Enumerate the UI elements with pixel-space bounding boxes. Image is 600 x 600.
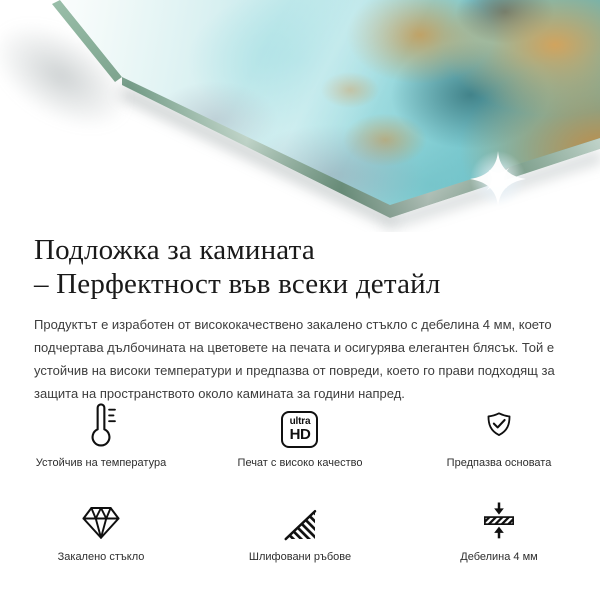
thickness-4mm-icon	[479, 498, 519, 542]
feature-print-quality	[238, 402, 363, 470]
ultra-hd-icon-text-top: ultra	[289, 416, 311, 427]
feature-polished-edges	[249, 496, 351, 564]
shield-check-icon	[480, 408, 518, 448]
feature-protects-base	[447, 402, 552, 470]
feature-label: Печат с високо качество	[237, 457, 363, 469]
sparkle-icon	[468, 149, 528, 209]
feature-thickness	[460, 496, 537, 564]
polished-edges-icon	[282, 506, 318, 542]
ultra-hd-icon	[281, 411, 318, 448]
page-title	[34, 233, 574, 301]
features-grid	[34, 402, 566, 564]
product-hero-image	[0, 0, 600, 232]
page-title-line1: Подложка за камината	[34, 234, 315, 266]
thermometer-icon	[78, 402, 124, 448]
feature-label: Предпазва основата	[446, 457, 552, 469]
feature-label: Шлифовани ръбове	[248, 551, 352, 563]
feature-label: Закалено стъкло	[57, 551, 145, 563]
ultra-hd-icon-text-bottom: HD	[289, 426, 311, 443]
product-description: Продуктът е изработен от висококачествено закалено стъкло с дебелина 4 мм, което подчертава дълбочината на цветовете на печата и осигурява елегантен блясък. Той е устойчив на високи температури и предпазва от повреди, което го прави подходящ за защита на пространството около камината за години напред.	[34, 317, 555, 401]
feature-tempered-glass	[58, 496, 145, 564]
page-title-line2: – Перфектност във всеки детайл	[34, 268, 441, 300]
feature-label: Устойчив на температура	[35, 457, 167, 469]
feature-temperature	[36, 402, 166, 470]
diamond-icon	[80, 502, 122, 542]
feature-label: Дебелина 4 мм	[460, 551, 538, 563]
